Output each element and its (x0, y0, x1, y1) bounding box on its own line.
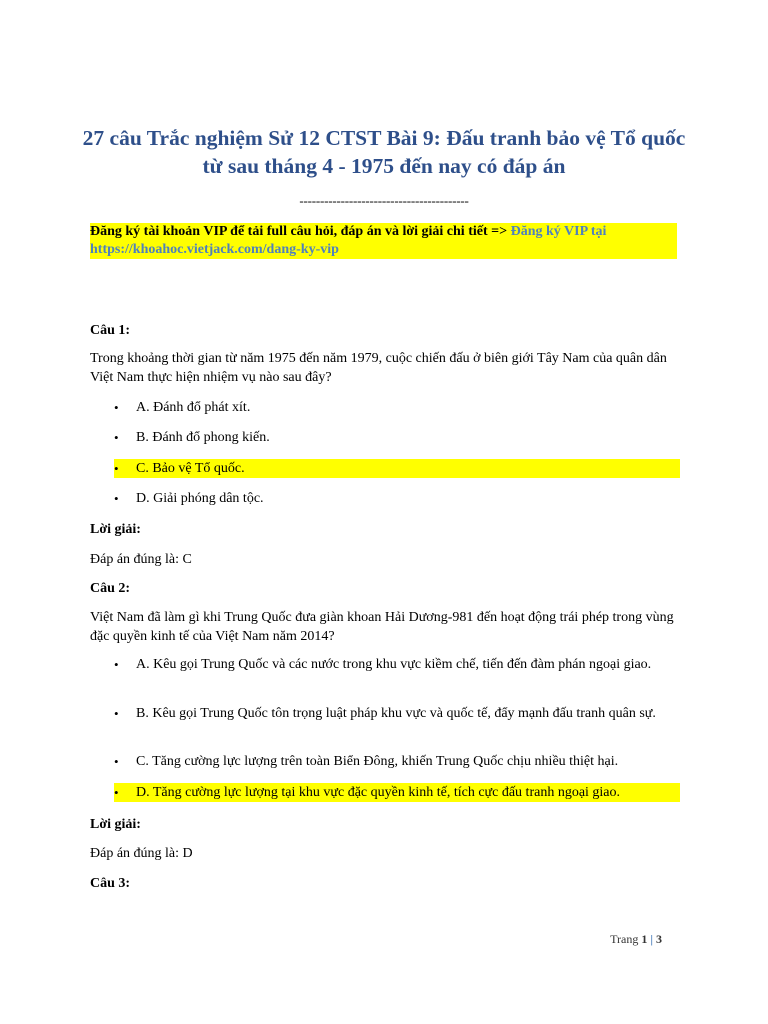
bullet-icon: • (114, 430, 119, 445)
bullet-icon: • (114, 657, 119, 672)
option-text: A. Đánh đổ phát xít. (136, 400, 251, 415)
option-text: C. Bảo vệ Tổ quốc. (136, 461, 245, 476)
question-2-option-a (114, 655, 680, 674)
vip-notice (90, 223, 677, 259)
bullet-icon: • (114, 785, 119, 800)
option-text: D. Tăng cường lực lượng tại khu vực đặc quyền kinh tế, tích cực đấu tranh ngoại giao. (136, 785, 621, 800)
document-title: 27 câu Trắc nghiệm Sử 12 CTST Bài 9: Đấu tranh bảo vệ Tổ quốc từ sau tháng 4 - 1975 đến nay có đáp án (82, 126, 686, 178)
question-2-option-b (114, 704, 680, 723)
question-2-label: Câu 2: (90, 581, 131, 596)
question-2-option-d-correct (114, 783, 680, 802)
bullet-icon: • (114, 491, 119, 506)
bullet-icon: • (114, 400, 119, 415)
question-2-solution-label: Lời giải: (90, 817, 141, 832)
option-text: D. Giải phóng dân tộc. (136, 491, 264, 506)
title-divider: ----------------------------------------- (299, 193, 469, 208)
question-2-answer: Đáp án đúng là: D (90, 846, 193, 861)
option-text: B. Đánh đổ phong kiến. (136, 430, 270, 445)
question-2-option-c (114, 752, 680, 771)
bullet-icon: • (114, 461, 119, 476)
question-3-label: Câu 3: (90, 876, 131, 891)
page-footer (560, 931, 662, 947)
question-1-option-c-correct (114, 459, 680, 478)
vip-notice-text: Đăng ký tài khoản VIP để tải full câu hỏi, đáp án và lời giải chi tiết => (90, 224, 508, 239)
bullet-icon: • (114, 754, 119, 769)
page-word: Trang (610, 932, 639, 946)
question-1-option-b (114, 428, 680, 447)
vip-register-link[interactable]: Đăng ký VIP tại https://khoahoc.vietjack.com/dang-ky-vip (90, 224, 607, 257)
question-1-label: Câu 1: (90, 323, 131, 338)
page-separator: | (650, 932, 653, 946)
option-text: B. Kêu gọi Trung Quốc tôn trọng luật pháp khu vực và quốc tế, đẩy mạnh đấu tranh quân sự. (136, 706, 656, 721)
option-text: C. Tăng cường lực lượng trên toàn Biển Đông, khiến Trung Quốc chịu nhiều thiệt hại. (136, 754, 619, 769)
question-1-text: Trong khoảng thời gian từ năm 1975 đến năm 1979, cuộc chiến đấu ở biên giới Tây Nam của quân dân Việt Nam thực hiện nhiệm vụ nào sau đây? (90, 351, 667, 385)
question-1-option-a (114, 398, 680, 417)
question-2-text: Việt Nam đã làm gì khi Trung Quốc đưa giàn khoan Hải Dương-981 đến hoạt động trái phép trong vùng đặc quyền kinh tế của Việt Nam năm 2014? (90, 610, 674, 644)
option-text: A. Kêu gọi Trung Quốc và các nước trong khu vực kiềm chế, tiến đến đàm phán ngoại giao. (136, 657, 652, 672)
question-1-answer: Đáp án đúng là: C (90, 552, 192, 567)
current-page-number: 1 (641, 932, 648, 946)
total-pages: 3 (656, 932, 662, 946)
question-1-solution-label: Lời giải: (90, 522, 141, 537)
bullet-icon: • (114, 706, 119, 721)
question-1-option-d (114, 489, 680, 508)
